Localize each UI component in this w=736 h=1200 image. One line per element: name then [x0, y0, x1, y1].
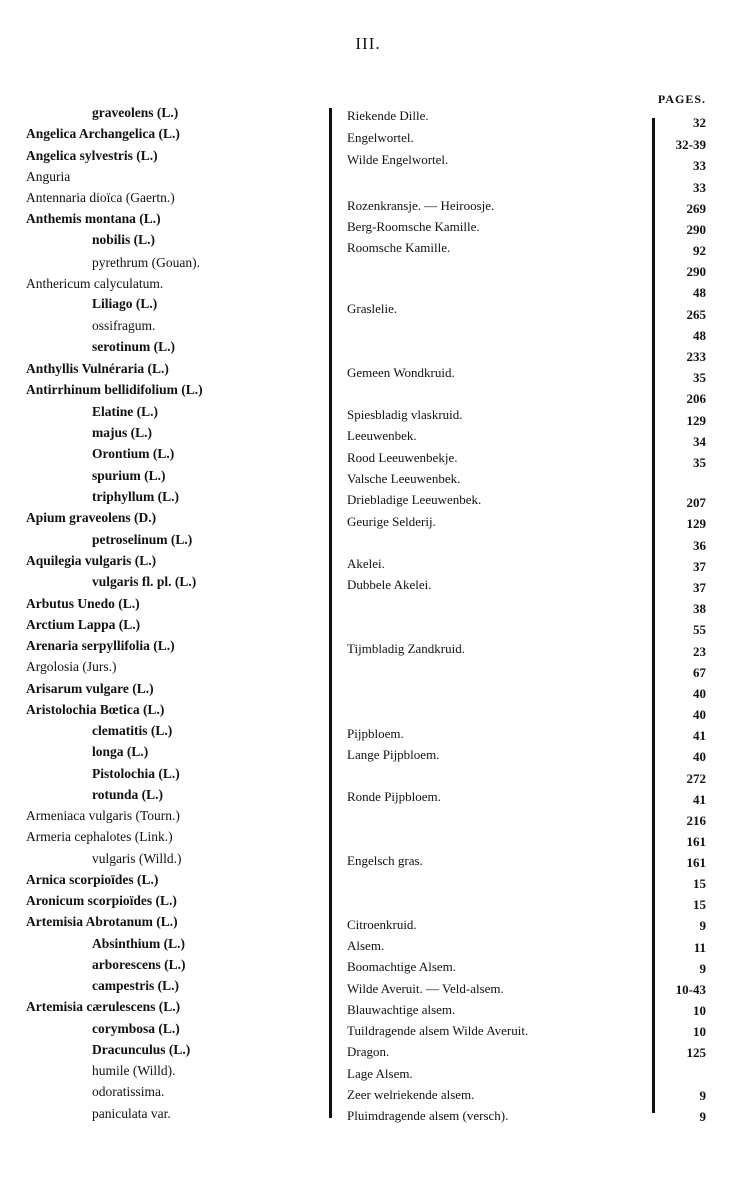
- dutch-name-entry: Wilde Engelwortel.: [347, 152, 449, 167]
- dutch-name-entry: Leeuwenbek.: [347, 428, 417, 443]
- page-reference: 125: [686, 1045, 706, 1060]
- dutch-name-entry: Dubbele Akelei.: [347, 577, 432, 592]
- latin-name-entry: spurium (L.): [92, 468, 166, 483]
- latin-name-entry: campestris (L.): [92, 978, 179, 993]
- dutch-name-entry: Wilde Averuit. — Veld-alsem.: [347, 981, 504, 996]
- latin-name-entry: Arnica scorpioïdes (L.): [26, 872, 159, 887]
- dutch-name-entry: Rood Leeuwenbekje.: [347, 450, 458, 465]
- page-reference: 10-43: [675, 982, 706, 997]
- page-reference: 9: [699, 918, 706, 933]
- column-rule-left: [329, 108, 332, 1118]
- latin-name-entry: vulgaris (Willd.): [92, 851, 182, 866]
- latin-name-entry: rotunda (L.): [92, 787, 164, 802]
- page-reference: 269: [686, 201, 706, 216]
- dutch-name-entry: Tijmbladig Zandkruid.: [347, 641, 465, 656]
- page-reference: 35: [693, 370, 706, 385]
- page-reference: 41: [693, 792, 706, 807]
- latin-name-entry: Arisarum vulgare (L.): [26, 681, 154, 696]
- page-reference: 40: [693, 749, 706, 764]
- dutch-name-entry: Ronde Pijpbloem.: [347, 789, 441, 804]
- page-reference: 67: [693, 665, 706, 680]
- page-reference: 9: [699, 961, 706, 976]
- latin-name-entry: Aquilegia vulgaris (L.): [26, 553, 157, 568]
- page-reference: 15: [693, 897, 706, 912]
- page-reference: 40: [693, 707, 706, 722]
- dutch-name-entry: Pijpbloem.: [347, 726, 404, 741]
- latin-name-entry: Antirrhinum bellidifolium (L.): [26, 382, 203, 397]
- dutch-name-entry: Engelsch gras.: [347, 853, 423, 868]
- dutch-name-entry: Blauwachtige alsem.: [347, 1002, 456, 1017]
- page-reference: 32-39: [675, 137, 706, 152]
- latin-name-entry: pyrethrum (Gouan).: [92, 255, 200, 270]
- latin-name-entry: longa (L.): [92, 744, 149, 759]
- dutch-name-entry: Boomachtige Alsem.: [347, 959, 457, 974]
- dutch-name-entry: Pluimdragende alsem (versch).: [347, 1108, 509, 1123]
- page-reference: 40: [693, 686, 706, 701]
- page-reference: 161: [686, 855, 706, 870]
- latin-name-entry: Artemisia Abrotanum (L.): [26, 914, 178, 929]
- latin-name-entry: triphyllum (L.): [92, 489, 180, 504]
- dutch-name-entry: Lage Alsem.: [347, 1066, 413, 1081]
- latin-name-entry: paniculata var.: [92, 1106, 171, 1121]
- page-reference: 9: [699, 1109, 706, 1124]
- dutch-name-entry: Alsem.: [347, 938, 385, 953]
- page-reference: 206: [686, 391, 706, 406]
- page-reference: 207: [686, 495, 706, 510]
- dutch-name-entry: Tuildragende alsem Wilde Averuit.: [347, 1023, 529, 1038]
- page-reference: 272: [686, 771, 706, 786]
- dutch-name-entry: Riekende Dille.: [347, 108, 429, 123]
- page-reference: 38: [693, 601, 706, 616]
- page-reference: 48: [693, 328, 706, 343]
- latin-name-entry: Antennaria dioïca (Gaertn.): [26, 190, 175, 205]
- pages-column-header: PAGES.: [657, 92, 706, 106]
- page-reference: 35: [693, 455, 706, 470]
- latin-name-entry: clematitis (L.): [92, 723, 173, 738]
- latin-name-entry: graveolens (L.): [92, 105, 179, 120]
- column-rule-right: [652, 118, 655, 1113]
- latin-name-entry: Dracunculus (L.): [92, 1042, 191, 1057]
- latin-name-entry: Anthemis montana (L.): [26, 211, 161, 226]
- latin-name-entry: nobilis (L.): [92, 232, 156, 247]
- dutch-name-entry: Driebladige Leeuwenbek.: [347, 492, 482, 507]
- page-number: III.: [355, 34, 381, 53]
- dutch-name-entry: Geurige Selderij.: [347, 514, 436, 529]
- latin-name-entry: arborescens (L.): [92, 957, 186, 972]
- latin-name-entry: Aristolochia Bœtica (L.): [26, 702, 165, 717]
- latin-name-entry: Orontium (L.): [92, 446, 175, 461]
- page-reference: 15: [693, 876, 706, 891]
- page-reference: 10: [693, 1003, 706, 1018]
- page-reference: 9: [699, 1088, 706, 1103]
- latin-name-entry: Arenaria serpyllifolia (L.): [26, 638, 175, 653]
- latin-name-entry: Anthericum calyculatum.: [26, 276, 164, 291]
- latin-name-entry: Angelica sylvestris (L.): [26, 148, 158, 163]
- page-reference: 290: [686, 264, 706, 279]
- dutch-name-entry: Rozenkransje. — Heiroosje.: [347, 198, 495, 213]
- latin-name-entry: Artemisia cærulescens (L.): [26, 999, 181, 1014]
- page-reference: 55: [693, 622, 706, 637]
- latin-name-entry: majus (L.): [92, 425, 152, 440]
- page-reference: 233: [686, 349, 706, 364]
- latin-name-entry: Absinthium (L.): [92, 936, 186, 951]
- page-reference: 129: [686, 413, 706, 428]
- page-reference: 36: [693, 538, 706, 553]
- latin-name-entry: Arctium Lappa (L.): [26, 617, 141, 632]
- dutch-name-entry: Roomsche Kamille.: [347, 240, 451, 255]
- page-reference: 37: [693, 559, 706, 574]
- page-reference: 41: [693, 728, 706, 743]
- dutch-name-entry: Valsche Leeuwenbek.: [347, 471, 461, 486]
- page-reference: 33: [693, 158, 706, 173]
- page-reference: 129: [686, 516, 706, 531]
- latin-name-entry: Apium graveolens (D.): [26, 510, 157, 525]
- latin-name-entry: vulgaris fl. pl. (L.): [92, 574, 197, 589]
- latin-name-entry: Aronicum scorpioïdes (L.): [26, 893, 177, 908]
- latin-name-entry: Anguria: [26, 169, 71, 184]
- page-reference: 34: [693, 434, 706, 449]
- latin-name-entry: Elatine (L.): [92, 404, 158, 419]
- latin-name-entry: Argolosia (Jurs.): [26, 659, 117, 674]
- page-reference: 32: [693, 115, 706, 130]
- page-reference: 216: [686, 813, 706, 828]
- dutch-name-entry: Zeer welriekende alsem.: [347, 1087, 475, 1102]
- latin-name-entry: Anthyllis Vulnéraria (L.): [26, 361, 169, 376]
- dutch-name-entry: Graslelie.: [347, 301, 398, 316]
- dutch-name-entry: Berg-Roomsche Kamille.: [347, 219, 480, 234]
- dutch-name-entry: Dragon.: [347, 1044, 390, 1059]
- latin-name-entry: odoratissima.: [92, 1084, 165, 1099]
- latin-name-entry: petroselinum (L.): [92, 532, 193, 547]
- latin-name-entry: Armeniaca vulgaris (Tourn.): [26, 808, 180, 823]
- latin-name-entry: corymbosa (L.): [92, 1021, 180, 1036]
- page-reference: 33: [693, 180, 706, 195]
- dutch-name-entry: Lange Pijpbloem.: [347, 747, 440, 762]
- page-reference: 10: [693, 1024, 706, 1039]
- page-reference: 11: [693, 940, 706, 955]
- latin-name-entry: ossifragum.: [92, 318, 156, 333]
- latin-name-entry: Armeria cephalotes (Link.): [26, 829, 173, 844]
- page-reference: 265: [686, 307, 706, 322]
- latin-name-entry: Angelica Archangelica (L.): [26, 126, 180, 141]
- latin-name-entry: Arbutus Unedo (L.): [26, 596, 140, 611]
- dutch-name-entry: Gemeen Wondkruid.: [347, 365, 455, 380]
- latin-name-entry: Pistolochia (L.): [92, 766, 180, 781]
- page-reference: 290: [686, 222, 706, 237]
- latin-name-entry: humile (Willd).: [92, 1063, 176, 1078]
- dutch-name-entry: Akelei.: [347, 556, 385, 571]
- page-reference: 48: [693, 285, 706, 300]
- dutch-name-entry: Engelwortel.: [347, 130, 414, 145]
- page-reference: 23: [693, 644, 706, 659]
- dutch-name-entry: Spiesbladig vlaskruid.: [347, 407, 463, 422]
- page-reference: 161: [686, 834, 706, 849]
- page-reference: 37: [693, 580, 706, 595]
- page-reference: 92: [693, 243, 706, 258]
- latin-name-entry: serotinum (L.): [92, 339, 175, 354]
- latin-name-entry: Liliago (L.): [92, 296, 158, 311]
- dutch-name-entry: Citroenkruid.: [347, 917, 417, 932]
